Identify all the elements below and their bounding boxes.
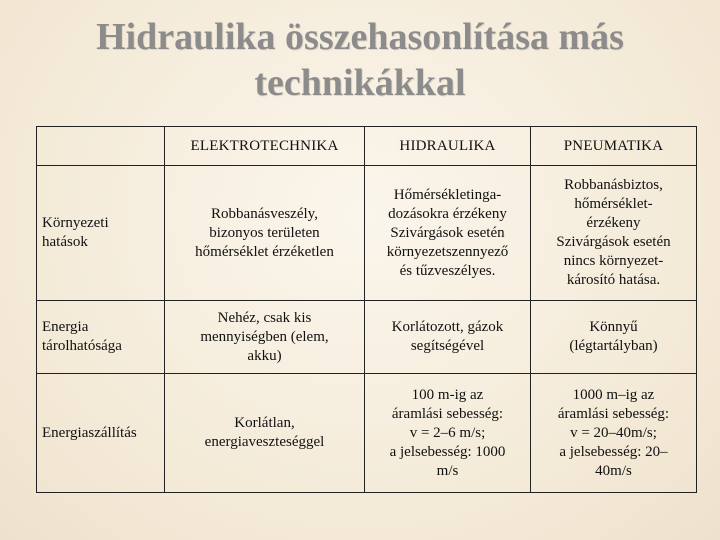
cell-line: Szivárgások esetén xyxy=(556,234,671,250)
cell-line: Korlátlan, xyxy=(234,415,295,431)
cell-pneu-kornyezeti xyxy=(531,166,697,301)
header-pneumatika: PNEUMATIKA xyxy=(531,127,697,166)
table-row xyxy=(37,374,697,493)
slide-title-line-2: technikákkal xyxy=(254,62,466,104)
cell-line: Hőmérsékletinga- xyxy=(393,186,502,203)
slide-title-line-1: Hidraulika összehasonlítása más xyxy=(96,16,624,58)
cell-line: a jelsebesség: 20– xyxy=(559,443,668,460)
row-label-line: Energia xyxy=(42,319,89,335)
cell-line: segítségével xyxy=(410,338,485,354)
cell-line: energiaveszteséggel xyxy=(204,434,325,450)
cell-line: 100 m-ig az xyxy=(411,386,484,403)
cell-line: v = 20–40m/s; xyxy=(570,424,657,441)
cell-line: akku) xyxy=(247,347,282,364)
cell-line: érzékeny xyxy=(586,215,641,231)
row-label-line: Környezeti xyxy=(42,215,109,231)
row-label-line: hatások xyxy=(42,234,88,250)
row-label-energiaszallitas xyxy=(37,374,165,493)
row-label-line: Energiaszállítás xyxy=(42,424,137,441)
cell-hidro-tarolhatosag xyxy=(365,301,531,374)
cell-line: m/s xyxy=(436,462,459,479)
row-label-line: tárolhatósága xyxy=(42,338,122,354)
cell-line: és tűzveszélyes. xyxy=(399,262,496,279)
cell-line: 40m/s xyxy=(595,462,632,479)
cell-line: Nehéz, csak kis xyxy=(217,309,312,326)
cell-line: (légtartályban) xyxy=(569,338,658,354)
cell-line: hőmérséklet- xyxy=(574,196,653,212)
table-header-row xyxy=(37,127,697,166)
header-elektrotechnika: ELEKTROTECHNIKA xyxy=(165,127,365,166)
slide-title xyxy=(0,14,720,106)
cell-line: dozásokra érzékeny xyxy=(388,205,507,222)
cell-line: bizonyos területen xyxy=(209,224,320,241)
comparison-table xyxy=(36,126,697,493)
cell-pneu-szallitas xyxy=(531,374,697,493)
cell-line: a jelsebesség: 1000 xyxy=(389,443,506,460)
cell-line: károsító hatása. xyxy=(566,272,661,288)
cell-line: áramlási sebesség: xyxy=(557,405,670,422)
header-hidraulika: HIDRAULIKA xyxy=(365,127,531,166)
cell-hidro-kornyezeti xyxy=(365,166,531,301)
cell-line: Robbanásveszély, xyxy=(211,205,318,222)
cell-elektro-kornyezeti xyxy=(165,166,365,301)
cell-line: mennyiségben (elem, xyxy=(200,328,329,345)
cell-hidro-szallitas xyxy=(365,374,531,493)
cell-line: Robbanásbiztos, xyxy=(564,177,663,193)
cell-pneu-tarolhatosag xyxy=(531,301,697,374)
cell-line: nincs környezet- xyxy=(563,253,664,269)
row-label-energia-tarolhatosaga xyxy=(37,301,165,374)
cell-line: áramlási sebesség: xyxy=(391,405,504,422)
cell-line: Szivárgások esetén xyxy=(390,224,505,241)
cell-line: Korlátozott, gázok xyxy=(391,319,504,335)
cell-elektro-tarolhatosag xyxy=(165,301,365,374)
cell-line: 1000 m–ig az xyxy=(572,386,655,403)
cell-line: hőmérséklet érzéketlen xyxy=(195,243,334,260)
table-row xyxy=(37,166,697,301)
header-corner-cell xyxy=(37,127,165,166)
cell-line: v = 2–6 m/s; xyxy=(409,424,486,441)
row-label-kornyezeti-hatasok xyxy=(37,166,165,301)
table-row xyxy=(37,301,697,374)
cell-line: környezetszennyező xyxy=(386,243,509,260)
cell-elektro-szallitas xyxy=(165,374,365,493)
cell-line: Könnyű xyxy=(589,319,638,335)
